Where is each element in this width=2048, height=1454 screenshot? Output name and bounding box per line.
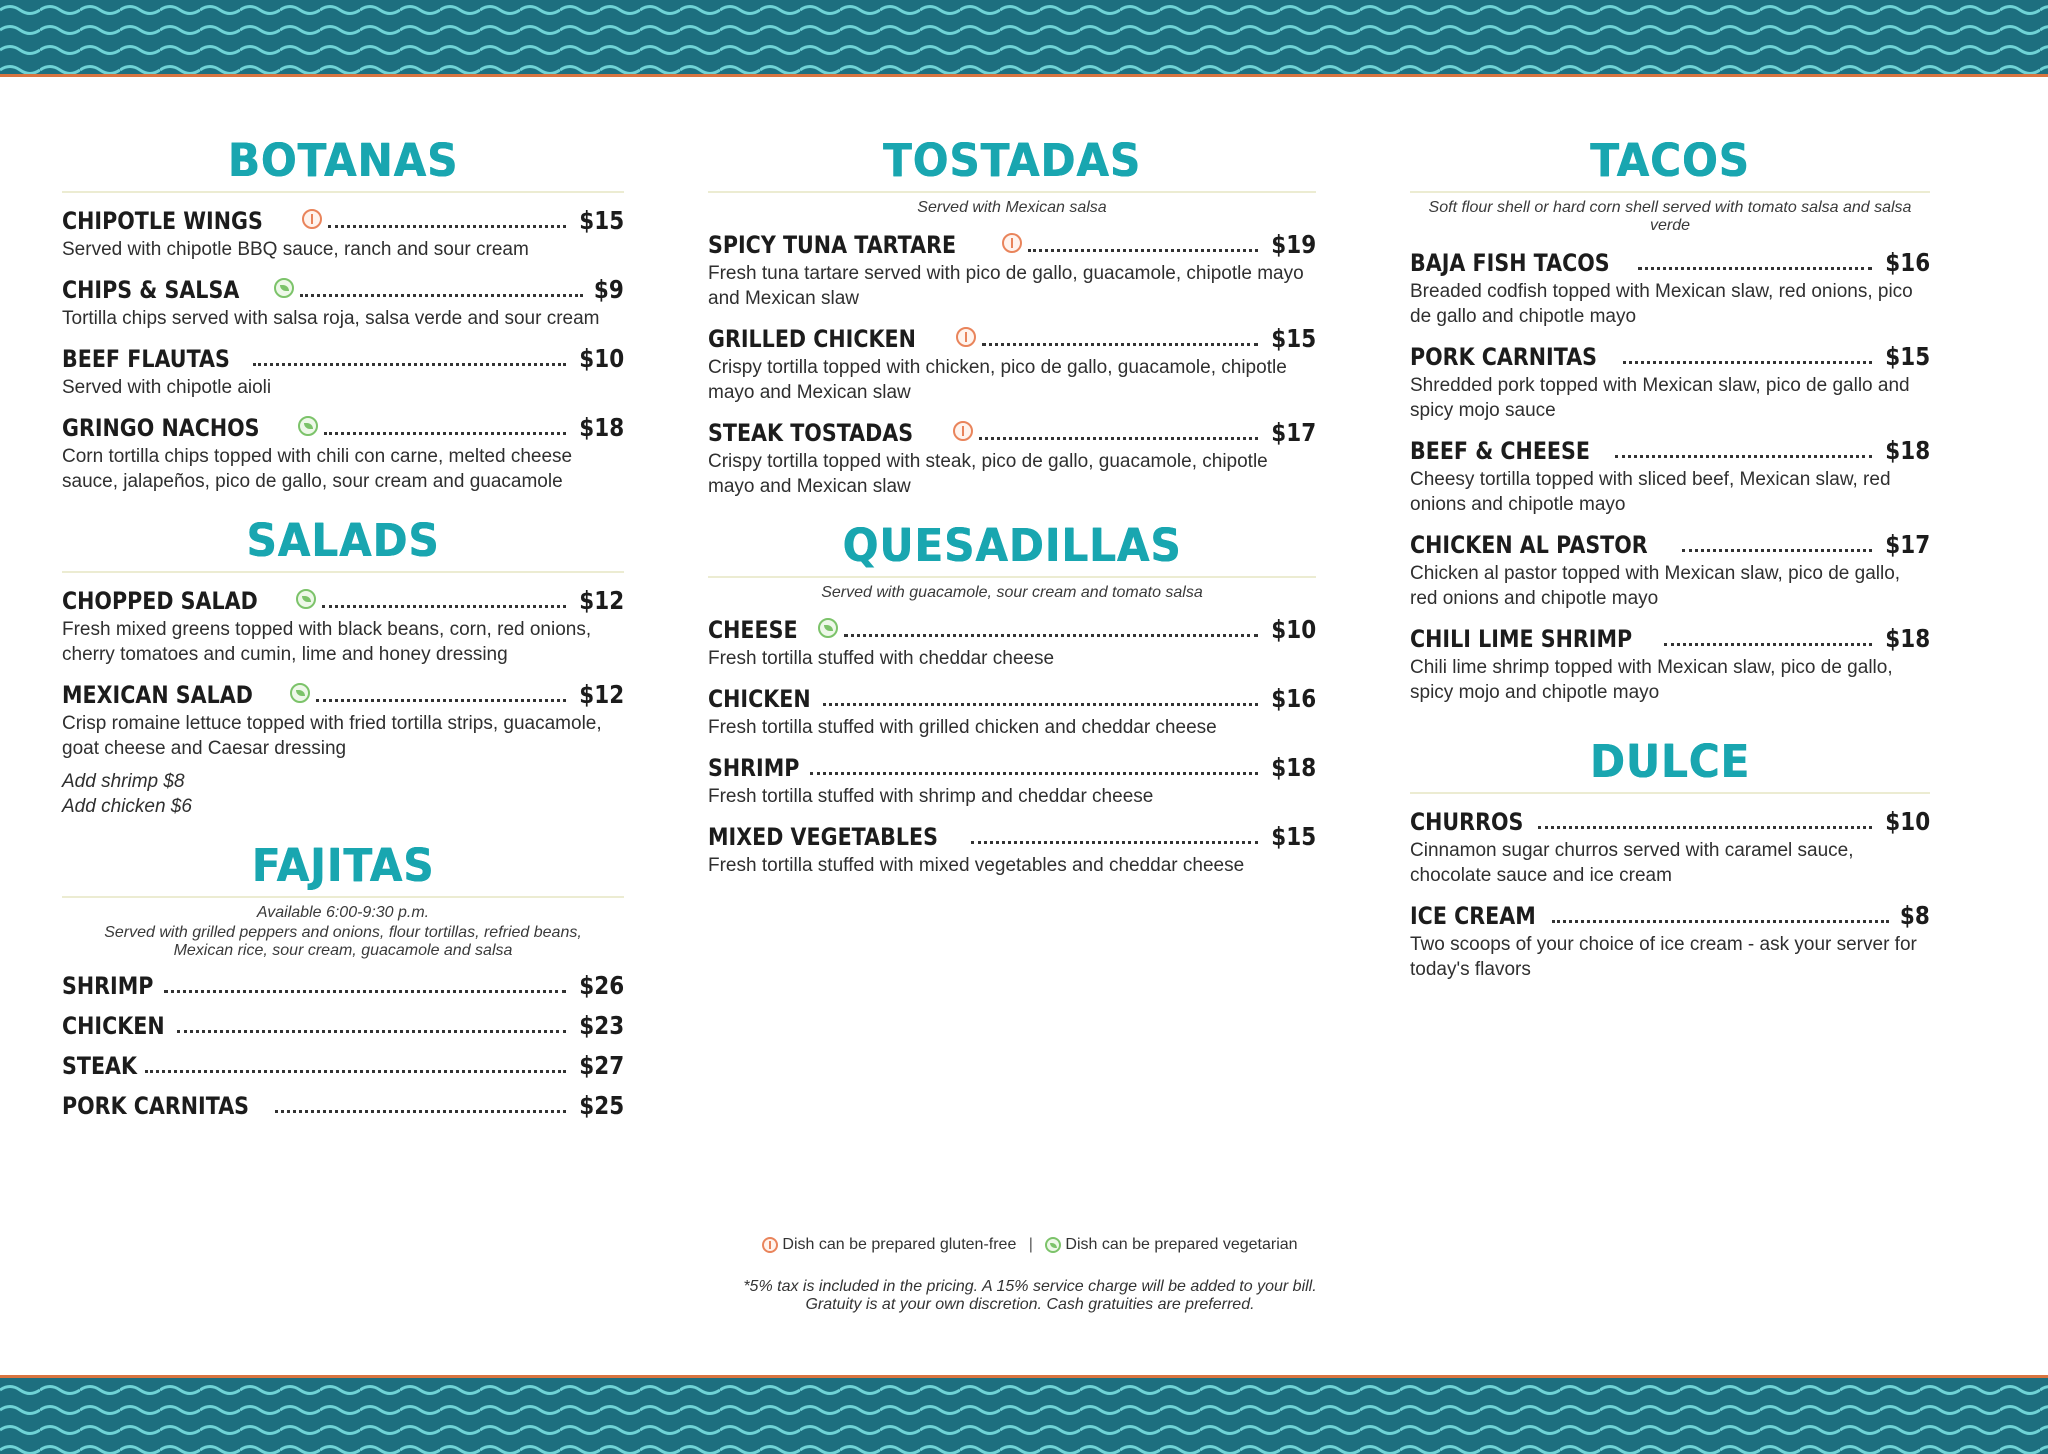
section-salads	[62, 514, 624, 819]
menu-item-row	[62, 1052, 624, 1080]
menu-item	[62, 587, 624, 667]
section-divider	[62, 571, 624, 573]
section-divider	[62, 191, 624, 193]
section-title: TOSTADAS	[882, 134, 1142, 187]
menu-item-name: BEEF FLAUTAS	[62, 345, 230, 373]
menu-item-description: Chicken al pastor topped with Mexican slaw, pico de gallo, red onions and chipotle mayo	[1410, 563, 1901, 609]
leader-dots	[1552, 920, 1889, 923]
section-note-hours: Available 6:00-9:30 p.m.	[256, 904, 430, 921]
menu-item	[708, 754, 1316, 809]
menu-item-name: CHICKEN	[708, 685, 811, 713]
menu-item-row	[708, 616, 1316, 644]
menu-item-name: BAJA FISH TACOS	[1410, 249, 1610, 277]
leader-dots	[177, 1030, 565, 1033]
menu-item-row	[62, 414, 624, 442]
menu-item-description: Fresh tortilla stuffed with cheddar cheese	[708, 648, 1055, 669]
vegetarian-icon	[1045, 1237, 1061, 1253]
menu-item-row	[62, 972, 624, 1000]
menu-item-name: GRILLED CHICKEN	[708, 325, 916, 353]
menu-item-name: CHIPOTLE WINGS	[62, 207, 263, 235]
menu-item	[708, 823, 1316, 878]
menu-item	[1410, 249, 1930, 329]
menu-item	[708, 616, 1316, 671]
section-quesadillas	[708, 519, 1316, 878]
leader-dots	[844, 634, 1258, 637]
item-list	[1410, 808, 1930, 982]
section-title: FAJITAS	[251, 839, 435, 892]
menu-item	[1410, 625, 1930, 705]
menu-item-description: Fresh tortilla stuffed with mixed vegetables and cheddar cheese	[708, 855, 1245, 876]
section-note: Served with Mexican salsa	[917, 199, 1107, 216]
leader-dots	[1615, 455, 1872, 458]
menu-item-row	[1410, 531, 1930, 559]
menu-item-name: CHILI LIME SHRIMP	[1410, 625, 1633, 653]
menu-item-name: CHEESE	[708, 616, 798, 644]
menu-item	[1410, 902, 1930, 982]
menu-item-name: CHURROS	[1410, 808, 1524, 836]
item-list	[62, 587, 624, 761]
menu-item-name: MEXICAN SALAD	[62, 681, 253, 709]
item-list	[708, 231, 1316, 499]
menu-item-price: $16	[1885, 248, 1930, 277]
menu-item-price: $10	[579, 344, 624, 373]
menu-item-description: Corn tortilla chips topped with chili con carne, melted cheese sauce, jalapeños, pico de gallo, sour cream and guacamole	[62, 446, 573, 492]
menu-item-row	[708, 325, 1316, 353]
menu-item-description: Fresh tortilla stuffed with shrimp and cheddar cheese	[708, 786, 1154, 807]
leader-dots	[810, 772, 1258, 775]
menu-item	[62, 345, 624, 400]
leader-dots	[823, 703, 1257, 706]
vegetarian-icon	[298, 416, 318, 436]
menu-item-price: $10	[1271, 615, 1316, 644]
menu-item-price: $23	[579, 1011, 624, 1040]
menu-item	[1410, 808, 1930, 888]
menu-item-description: Chili lime shrimp topped with Mexican slaw, pico de gallo, spicy mojo and chipotle mayo	[1410, 657, 1893, 703]
menu-item	[708, 325, 1316, 405]
menu-item-price: $17	[1271, 418, 1316, 447]
section-divider	[1410, 191, 1930, 193]
menu-item-row	[1410, 249, 1930, 277]
section-divider	[62, 896, 624, 898]
section-title: TACOS	[1590, 134, 1750, 187]
leader-dots	[145, 1070, 566, 1073]
legend-vegetarian: Dish can be prepared vegetarian	[1065, 1236, 1298, 1253]
section-title: BOTANAS	[227, 134, 459, 187]
vegetarian-icon	[296, 589, 316, 609]
section-tostadas	[708, 134, 1316, 499]
menu-item-name: SPICY TUNA TARTARE	[708, 231, 957, 259]
menu-item-price: $18	[579, 413, 624, 442]
vegetarian-icon	[818, 618, 838, 638]
menu-item-price: $12	[579, 680, 624, 709]
leader-dots	[164, 990, 566, 993]
menu-item-name: CHOPPED SALAD	[62, 587, 258, 615]
addon-chicken: Add chicken $6	[62, 796, 192, 817]
menu-item-name: SHRIMP	[708, 754, 800, 782]
section-botanas	[62, 134, 624, 494]
menu-item-description: Fresh tortilla stuffed with grilled chicken and cheddar cheese	[708, 717, 1217, 738]
menu-item-price: $15	[1885, 342, 1930, 371]
section-fajitas	[62, 839, 624, 1120]
top-wave-band	[0, 0, 2048, 77]
menu-item-price: $25	[579, 1091, 624, 1120]
gluten-free-icon	[953, 421, 973, 441]
leader-dots	[982, 343, 1258, 346]
section-divider	[1410, 792, 1930, 794]
menu-item-description: Tortilla chips served with salsa roja, salsa verde and sour cream	[62, 308, 600, 329]
vegetarian-icon	[274, 278, 294, 298]
menu-item-row	[708, 823, 1316, 851]
addon-shrimp: Add shrimp $8	[62, 771, 185, 792]
menu-item-description: Two scoops of your choice of ice cream - ask your server for today's flavors	[1410, 934, 1917, 980]
vegetarian-icon	[290, 683, 310, 703]
menu-item-row	[62, 276, 624, 304]
menu-item	[708, 231, 1316, 311]
menu-item-price: $9	[594, 275, 624, 304]
menu-item-description: Shredded pork topped with Mexican slaw, pico de gallo and spicy mojo sauce	[1410, 375, 1910, 421]
bottom-wave-band	[0, 1375, 2048, 1454]
wave-pattern-top	[0, 0, 2048, 74]
menu-item-row	[62, 587, 624, 615]
menu-item	[62, 681, 624, 761]
menu-item-description: Crispy tortilla topped with chicken, pico de gallo, guacamole, chipotle mayo and Mexican slaw	[708, 357, 1287, 403]
menu-item-name: GRINGO NACHOS	[62, 414, 260, 442]
legend-separator: |	[1028, 1236, 1033, 1253]
menu-item	[62, 972, 624, 1000]
menu-item	[62, 1012, 624, 1040]
menu-item-row	[62, 345, 624, 373]
section-tacos	[1410, 134, 1930, 705]
menu-item-price: $18	[1885, 624, 1930, 653]
menu-item-name: CHICKEN AL PASTOR	[1410, 531, 1648, 559]
leader-dots	[322, 605, 566, 608]
section-note: Soft flour shell or hard corn shell served with tomato salsa and salsa verde	[1428, 199, 1912, 234]
menu-column-right	[1410, 134, 1930, 1008]
leader-dots	[328, 225, 566, 228]
item-list	[1410, 249, 1930, 705]
menu-item-description: Cheesy tortilla topped with sliced beef, Mexican slaw, red onions and chipotle mayo	[1410, 469, 1891, 515]
dietary-legend	[740, 1236, 1320, 1254]
menu-item-price: $19	[1271, 230, 1316, 259]
menu-item-row	[1410, 808, 1930, 836]
menu-item	[62, 1092, 624, 1120]
section-note: Served with guacamole, sour cream and tomato salsa	[821, 584, 1203, 601]
menu-item-description: Crisp romaine lettuce topped with fried tortilla strips, guacamole, goat cheese and Caesar dressing	[62, 713, 602, 759]
menu-item-row	[708, 231, 1316, 259]
section-title: QUESADILLAS	[842, 519, 1182, 572]
gluten-free-icon	[762, 1237, 778, 1253]
menu-item-name: BEEF & CHEESE	[1410, 437, 1590, 465]
section-note-sides: Served with grilled peppers and onions, flour tortillas, refried beans, Mexican rice, sour cream, guacamole and salsa	[104, 924, 582, 959]
menu-item-price: $15	[579, 206, 624, 235]
menu-item-name: PORK CARNITAS	[62, 1092, 250, 1120]
menu-item	[62, 276, 624, 331]
menu-item-description: Served with chipotle BBQ sauce, ranch and sour cream	[62, 239, 529, 260]
section-dulce	[1410, 735, 1930, 982]
leader-dots	[1538, 826, 1872, 829]
menu-item-row	[1410, 625, 1930, 653]
item-list	[62, 207, 624, 494]
leader-dots	[300, 294, 583, 297]
menu-item-name: PORK CARNITAS	[1410, 343, 1598, 371]
wave-pattern-bottom	[0, 1378, 2048, 1454]
legend-gluten-free: Dish can be prepared gluten-free	[782, 1236, 1017, 1253]
menu-item-row	[708, 754, 1316, 782]
section-title: SALADS	[246, 514, 440, 567]
menu-item-name: CHICKEN	[62, 1012, 165, 1040]
menu-item-row	[1410, 437, 1930, 465]
menu-item-description: Fresh tuna tartare served with pico de gallo, guacamole, chipotle mayo and Mexican slaw	[708, 263, 1304, 309]
menu-item	[62, 1052, 624, 1080]
leader-dots	[971, 841, 1257, 844]
gluten-free-icon	[1002, 233, 1022, 253]
menu-item	[1410, 437, 1930, 517]
menu-column-middle	[708, 134, 1316, 904]
menu-item-row	[708, 685, 1316, 713]
menu-item-price: $16	[1271, 684, 1316, 713]
leader-dots	[1682, 549, 1871, 552]
menu-item	[62, 207, 624, 262]
menu-item-price: $8	[1900, 901, 1930, 930]
menu-item-description: Cinnamon sugar churros served with caramel sauce, chocolate sauce and ice cream	[1410, 840, 1854, 886]
menu-item-row	[62, 1092, 624, 1120]
menu-item-row	[62, 681, 624, 709]
menu-item-description: Breaded codfish topped with Mexican slaw, red onions, pico de gallo and chipotle mayo	[1410, 281, 1913, 327]
menu-item-price: $27	[579, 1051, 624, 1080]
menu-item	[708, 685, 1316, 740]
menu-item	[1410, 531, 1930, 611]
menu-item-price: $18	[1271, 753, 1316, 782]
leader-dots	[316, 699, 566, 702]
leader-dots	[324, 432, 566, 435]
leader-dots	[1638, 267, 1872, 270]
menu-item-name: SHRIMP	[62, 972, 154, 1000]
leader-dots	[1623, 361, 1871, 364]
gluten-free-icon	[956, 327, 976, 347]
gluten-free-icon	[302, 209, 322, 229]
menu-item-description: Crispy tortilla topped with steak, pico de gallo, guacamole, chipotle mayo and Mexican slaw	[708, 451, 1268, 497]
menu-item	[62, 414, 624, 494]
menu-item-row	[708, 419, 1316, 447]
menu-item-price: $15	[1271, 324, 1316, 353]
menu-item-name: STEAK	[62, 1052, 138, 1080]
addon-list	[62, 769, 624, 819]
menu-item-row	[62, 207, 624, 235]
leader-dots	[275, 1110, 565, 1113]
menu-item-name: MIXED VEGETABLES	[708, 823, 938, 851]
menu-item	[1410, 343, 1930, 423]
item-list	[62, 972, 624, 1120]
menu-item-name: CHIPS & SALSA	[62, 276, 240, 304]
menu-item-description: Fresh mixed greens topped with black beans, corn, red onions, cherry tomatoes and cumin, lime and honey dressing	[62, 619, 592, 665]
leader-dots	[1028, 249, 1257, 252]
leader-dots	[1664, 643, 1871, 646]
menu-item-price: $10	[1885, 807, 1930, 836]
menu-item-price: $15	[1271, 822, 1316, 851]
menu-item-row	[1410, 902, 1930, 930]
menu-item-row	[62, 1012, 624, 1040]
menu-item-price: $26	[579, 971, 624, 1000]
pricing-footnote: *5% tax is included in the pricing. A 15% service charge will be added to your bill. Gratuity is at your own discretion. Cash gratuities are preferred.	[743, 1278, 1317, 1313]
item-list	[708, 616, 1316, 878]
menu-column-left	[62, 134, 624, 1146]
section-divider	[708, 191, 1316, 193]
menu-item-name: ICE CREAM	[1410, 902, 1536, 930]
leader-dots	[979, 437, 1258, 440]
section-title: DULCE	[1589, 735, 1751, 788]
menu-item-description: Served with chipotle aioli	[62, 377, 272, 398]
section-divider	[708, 576, 1316, 578]
leader-dots	[253, 363, 566, 366]
menu-item-price: $12	[579, 586, 624, 615]
menu-item-price: $18	[1885, 436, 1930, 465]
menu-item	[708, 419, 1316, 499]
menu-item-price: $17	[1885, 530, 1930, 559]
menu-item-row	[1410, 343, 1930, 371]
menu-item-name: STEAK TOSTADAS	[708, 419, 914, 447]
